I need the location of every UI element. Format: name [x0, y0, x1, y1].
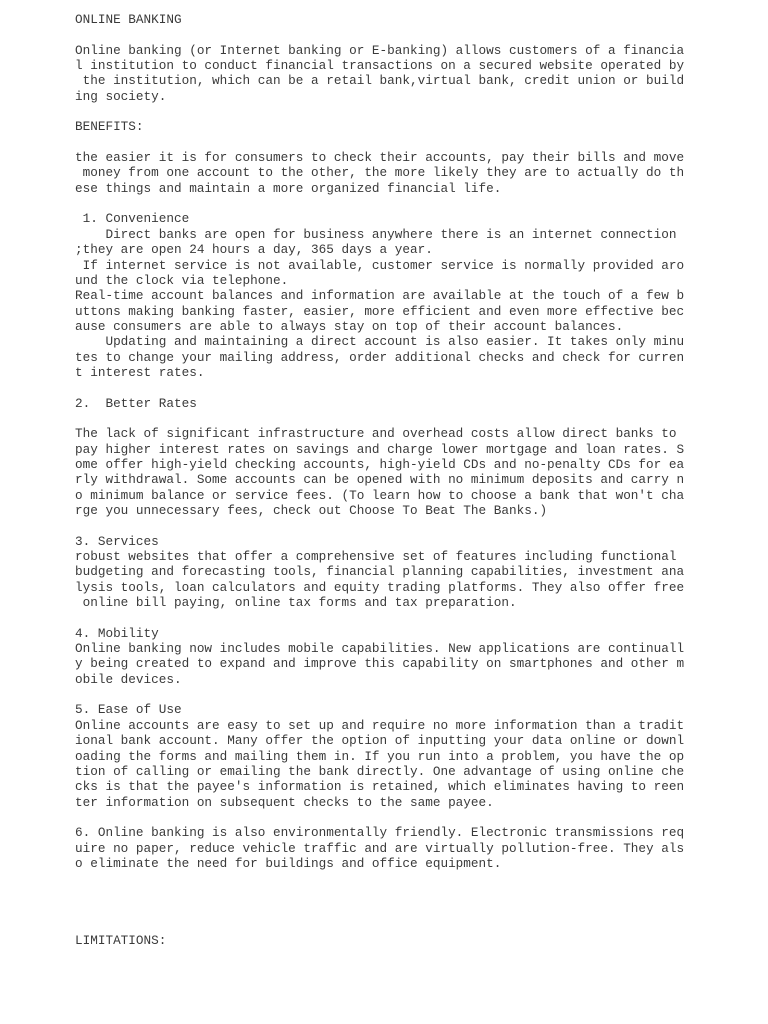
- text-line: ause consumers are able to always stay on top of their account balances.: [75, 318, 624, 334]
- text-line: y being created to expand and improve this capability on smartphones and other m: [75, 656, 685, 672]
- text-line: budgeting and forecasting tools, financial planning capabilities, investment ana: [75, 564, 685, 580]
- blank-line: [75, 411, 715, 426]
- text-line: rge you unnecessary fees, check out Choose To Beat The Banks.): [75, 503, 548, 518]
- blank-line: [75, 917, 715, 932]
- text-line: the institution, which can be a retail bank,virtual bank, credit union or build: [75, 73, 685, 89]
- text-line: online bill paying, online tax forms and tax preparation.: [75, 595, 517, 611]
- text-line: Online accounts are easy to set up and require no more information than a tradit: [75, 717, 685, 733]
- blank-line: [75, 810, 715, 825]
- text-line: Direct banks are open for business anywhere there is an internet connection: [75, 226, 677, 242]
- blank-line: [75, 518, 715, 533]
- text-line: ONLINE BANKING: [75, 12, 182, 27]
- blank-line: [75, 27, 715, 42]
- text-line: the easier it is for consumers to check their accounts, pay their bills and move: [75, 150, 685, 166]
- text-line: ese things and maintain a more organized financial life.: [75, 180, 502, 196]
- blank-line: [75, 380, 715, 395]
- text-line: 3. Services: [75, 533, 159, 549]
- text-line: ome offer high-yield checking accounts, high-yield CDs and no-penalty CDs for ea: [75, 456, 685, 472]
- text-line: rly withdrawal. Some accounts can be opened with no minimum deposits and carry n: [75, 472, 685, 488]
- text-line: tes to change your mailing address, order additional checks and check for curren: [75, 349, 685, 365]
- blank-line: [75, 687, 715, 702]
- text-line: Updating and maintaining a direct account is also easier. It takes only minu: [75, 334, 685, 350]
- text-line: ional bank account. Many offer the option of inputting your data online or downl: [75, 733, 685, 749]
- blank-line: [75, 902, 715, 917]
- blank-line: [75, 610, 715, 625]
- text-line: 4. Mobility: [75, 625, 159, 641]
- text-line: The lack of significant infrastructure and overhead costs allow direct banks to: [75, 426, 677, 442]
- text-line: oading the forms and mailing them in. If you run into a problem, you have the op: [75, 748, 685, 764]
- text-line: 6. Online banking is also environmentally friendly. Electronic transmissions req: [75, 825, 685, 841]
- text-line: 5. Ease of Use: [75, 702, 182, 718]
- text-line: uire no paper, reduce vehicle traffic and are virtually pollution-free. They als: [75, 840, 685, 856]
- text-line: Online banking now includes mobile capabilities. New applications are continuall: [75, 641, 685, 657]
- text-line: robust websites that offer a comprehensive set of features including functional: [75, 549, 677, 565]
- text-line: 2. Better Rates: [75, 395, 197, 411]
- text-line: cks is that the payee's information is retained, which eliminates having to reen: [75, 779, 685, 795]
- blank-line: [75, 104, 715, 119]
- text-line: tion of calling or emailing the bank directly. One advantage of using online che: [75, 763, 685, 779]
- text-line: 1. Convenience: [75, 211, 190, 227]
- document-page: [75, 12, 715, 948]
- text-line: ter information on subsequent checks to the same payee.: [75, 794, 494, 810]
- text-line: If internet service is not available, customer service is normally provided aro: [75, 257, 685, 273]
- text-line: t interest rates.: [75, 364, 205, 380]
- text-line: money from one account to the other, the more likely they are to actually do th: [75, 165, 685, 181]
- blank-line: [75, 135, 715, 150]
- blank-line: [75, 196, 715, 211]
- text-line: LIMITATIONS:: [75, 932, 167, 948]
- text-line: und the clock via telephone.: [75, 272, 289, 288]
- text-line: o eliminate the need for buildings and office equipment.: [75, 855, 502, 871]
- text-line: l institution to conduct financial transactions on a secured website operated by: [75, 58, 685, 74]
- text-line: obile devices.: [75, 671, 182, 687]
- blank-line: [75, 871, 715, 886]
- text-line: uttons making banking faster, easier, more efficient and even more effective bec: [75, 303, 685, 319]
- text-line: Real-time account balances and information are available at the touch of a few b: [75, 288, 685, 304]
- text-line: pay higher interest rates on savings and charge lower mortgage and loan rates. S: [75, 441, 685, 457]
- text-line: ing society.: [75, 88, 167, 104]
- text-line: o minimum balance or service fees. (To learn how to choose a bank that won't cha: [75, 487, 685, 503]
- text-line: ;they are open 24 hours a day, 365 days a year.: [75, 242, 433, 258]
- blank-line: [75, 887, 715, 902]
- text-line: lysis tools, loan calculators and equity trading platforms. They also offer free: [75, 579, 685, 595]
- text-line: Online banking (or Internet banking or E-banking) allows customers of a financia: [75, 42, 685, 58]
- text-line: BENEFITS:: [75, 119, 144, 135]
